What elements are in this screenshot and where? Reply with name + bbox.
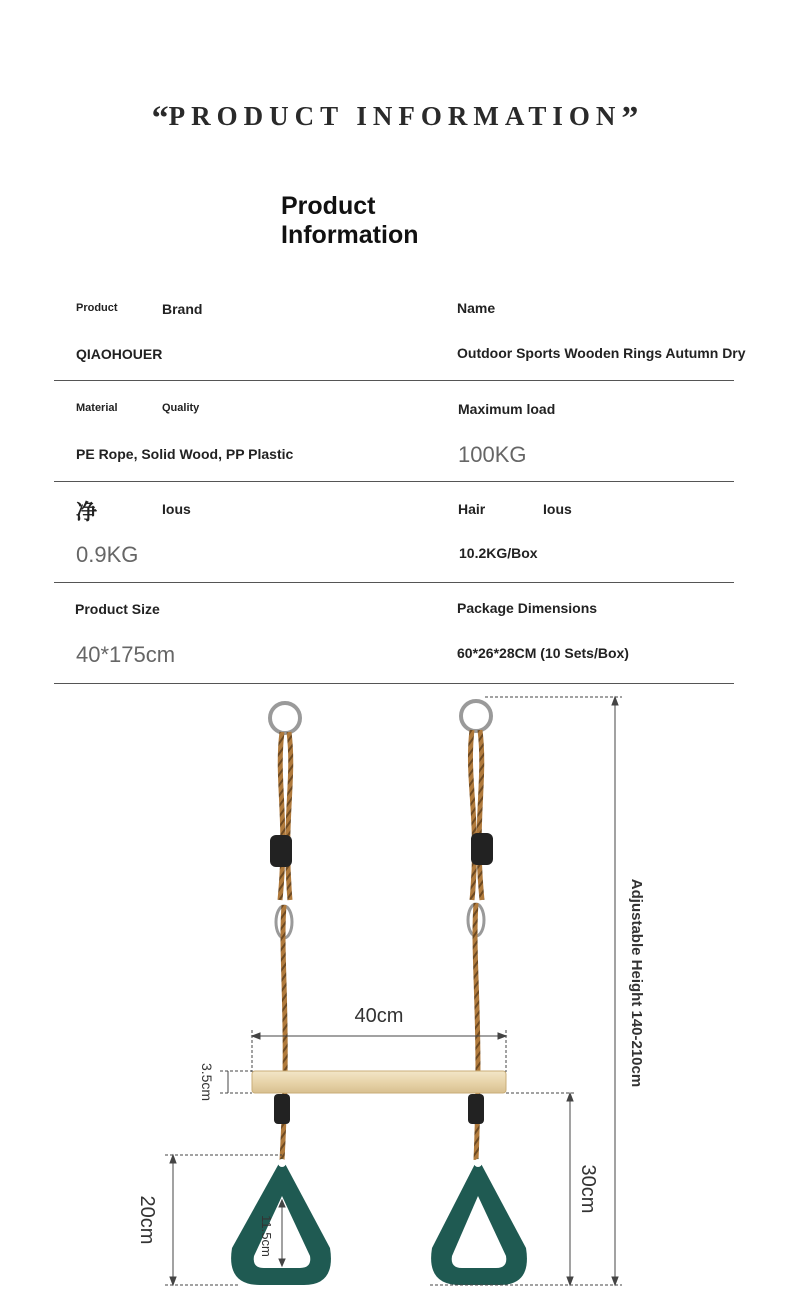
left-lower-clamp-icon	[274, 1094, 290, 1124]
net-weight-label: Ious	[162, 501, 191, 517]
net-weight-label-prefix: 净	[76, 501, 97, 524]
package-dimensions-value: 60*26*28CM (10 Sets/Box)	[457, 645, 629, 661]
gross-weight-label-prefix: Hair	[458, 501, 486, 517]
product-size-label: Product Size	[75, 601, 160, 617]
net-weight-value: 0.9KG	[76, 542, 139, 567]
lower-height-label: 30cm	[577, 1164, 599, 1214]
right-lower-clamp-icon	[468, 1094, 484, 1124]
brand-label-prefix: Product	[76, 302, 118, 314]
material-label: Quality	[162, 402, 200, 414]
adjustable-height-label: Adjustable Height 140-210cm	[628, 878, 645, 1088]
width-dimension	[252, 1030, 506, 1072]
brand-value: QIAOHOUER	[76, 346, 163, 362]
close-quote: ”	[621, 100, 639, 137]
adjustable-height-dimension	[485, 697, 622, 1285]
left-rope-clamp-icon	[270, 835, 292, 867]
left-triangle-ring-icon	[231, 1158, 331, 1285]
product-size-value: 40*175cm	[76, 642, 176, 667]
ring-height-label: 20cm	[136, 1195, 158, 1245]
right-hanging-ring-icon	[461, 701, 491, 731]
material-value: PE Rope, Solid Wood, PP Plastic	[76, 446, 294, 462]
right-triangle-ring-icon	[431, 1158, 527, 1285]
name-value: Outdoor Sports Wooden Rings Autumn Dry	[457, 345, 746, 361]
page-title-text: PRODUCT INFORMATION	[168, 101, 622, 131]
package-dimensions-label: Package Dimensions	[457, 600, 598, 616]
gross-weight-value: 10.2KG/Box	[459, 545, 538, 561]
right-rope-clamp-icon	[471, 833, 493, 865]
brand-label: Brand	[162, 301, 203, 317]
right-rope-upper	[470, 730, 482, 900]
width-dimension-label: 40cm	[354, 1005, 404, 1027]
left-rope-upper	[280, 732, 291, 900]
bar-thickness-label: 3.5cm	[199, 1062, 215, 1102]
name-label: Name	[457, 300, 496, 316]
max-load-value: 100KG	[458, 442, 527, 467]
ring-inner-label: 11.5cm	[259, 1215, 274, 1257]
section-title-line1: Product	[281, 192, 376, 220]
material-label-prefix: Material	[76, 402, 118, 414]
section-title-line2: Information	[281, 221, 419, 249]
open-quote: “	[151, 100, 169, 137]
gross-weight-label: Ious	[543, 501, 572, 517]
bar-thickness-dimension	[220, 1071, 252, 1093]
max-load-label: Maximum load	[458, 401, 556, 417]
wooden-bar	[252, 1071, 506, 1093]
left-hanging-ring-icon	[270, 703, 300, 733]
